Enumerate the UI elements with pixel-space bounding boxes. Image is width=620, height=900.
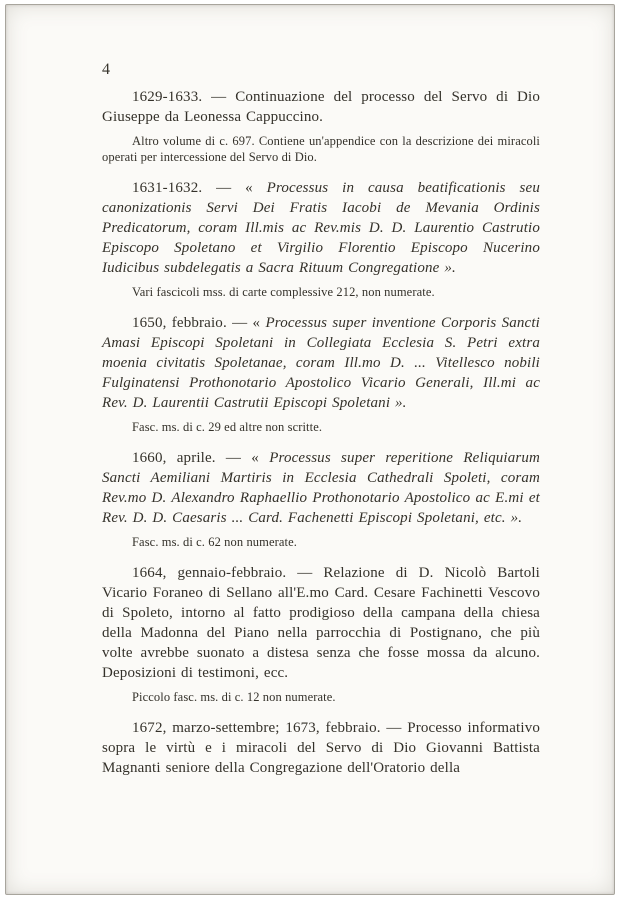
- entry-text: Processus super reperitione Reliquiarum Sancti Aemiliani Martiris in Ecclesia Cathedrali Spoleti, coram Rev.mo D. Alexandro Raphaellio Prothonotario Apostolico ac E.mi et Rev. D. D. Caesaris ... Card. Fachenetti Episcopi Spoletani, etc. ».: [102, 450, 540, 526]
- page-content: [102, 87, 540, 778]
- entry-1664-gennaio-febbraio: [102, 563, 540, 683]
- scanned-page: [5, 4, 615, 895]
- entry-text: Processus super inventione Corporis Sancti Amasi Episcopi Spoletani in Collegiata Ecclesia S. Petri extra moenia civitatis Spoletanae, coram Ill.mo D. ... Vitellesco nobili Fulginatensi Prothonotario Apostolico Vicario Generali, Ill.mi ac Rev. D. Laurentii Castrutii Episcopi Spoletani ».: [102, 315, 541, 411]
- page-number: 4: [102, 61, 110, 78]
- entry-note: Vari fascicoli mss. di carte complessive 212, non numerate.: [132, 285, 435, 299]
- entry-text: Continuazione del processo del Servo di Dio Giuseppe da Leonessa Cappuccino.: [102, 89, 541, 125]
- entry-note: Fasc. ms. di c. 62 non numerate.: [132, 535, 297, 549]
- entry-note: Altro volume di c. 697. Contiene un'appendice con la descrizione dei miracoli operati per intercessione del Servo di Dio.: [102, 134, 540, 164]
- entry-note: Piccolo fasc. ms. di c. 12 non numerate.: [132, 690, 336, 704]
- entry-text: Relazione di D. Nicolò Bartoli Vicario Foraneo di Sellano all'E.mo Card. Cesare Fachinetti Vescovo di Spoleto, intorno al fatto prodigioso della campana della chiesa della Madonna del Piano nella parrocchia di Postignano, che più volte avrebbe suonato a distesa senza che fosse mossa da alcuno. Deposizioni di testimoni, ecc.: [102, 565, 540, 681]
- entry-date: 1660, aprile. — «: [132, 450, 259, 466]
- entry-1629-1633: [102, 87, 540, 127]
- entry-date: 1631-1632. — «: [132, 180, 253, 196]
- entry-note: Fasc. ms. di c. 29 ed altre non scritte.: [132, 420, 323, 434]
- entry-text: Processus in causa beatificationis seu canonizationis Servi Dei Fratis Iacobi de Mevania Ordinis Predicatorum, coram Ill.mis ac Rev.mis D. D. Laurentio Castrutio Episcopo Spoletano et Virgilio Florentio Episcopo Nucerino Iudicibus subdelegatis a Sacra Rituum Congregatione ».: [102, 180, 540, 276]
- entry-text: Processo informativo sopra le virtù e i miracoli del Servo di Dio Giovanni Battista Magnanti seniore della Congregazione dell'Oratorio della: [102, 720, 540, 776]
- entry-date: 1664, gennaio-febbraio. —: [132, 565, 313, 581]
- entry-1631-1632: [102, 178, 540, 278]
- entry-date: 1629-1633. —: [132, 89, 227, 105]
- entry-1660-aprile: [102, 448, 540, 528]
- entry-date: 1672, marzo-settembre; 1673, febbraio. —: [132, 720, 402, 736]
- entry-1672-1673: [102, 718, 540, 778]
- entry-1650-febbraio: [102, 313, 540, 413]
- entry-date: 1650, febbraio. — «: [132, 315, 261, 331]
